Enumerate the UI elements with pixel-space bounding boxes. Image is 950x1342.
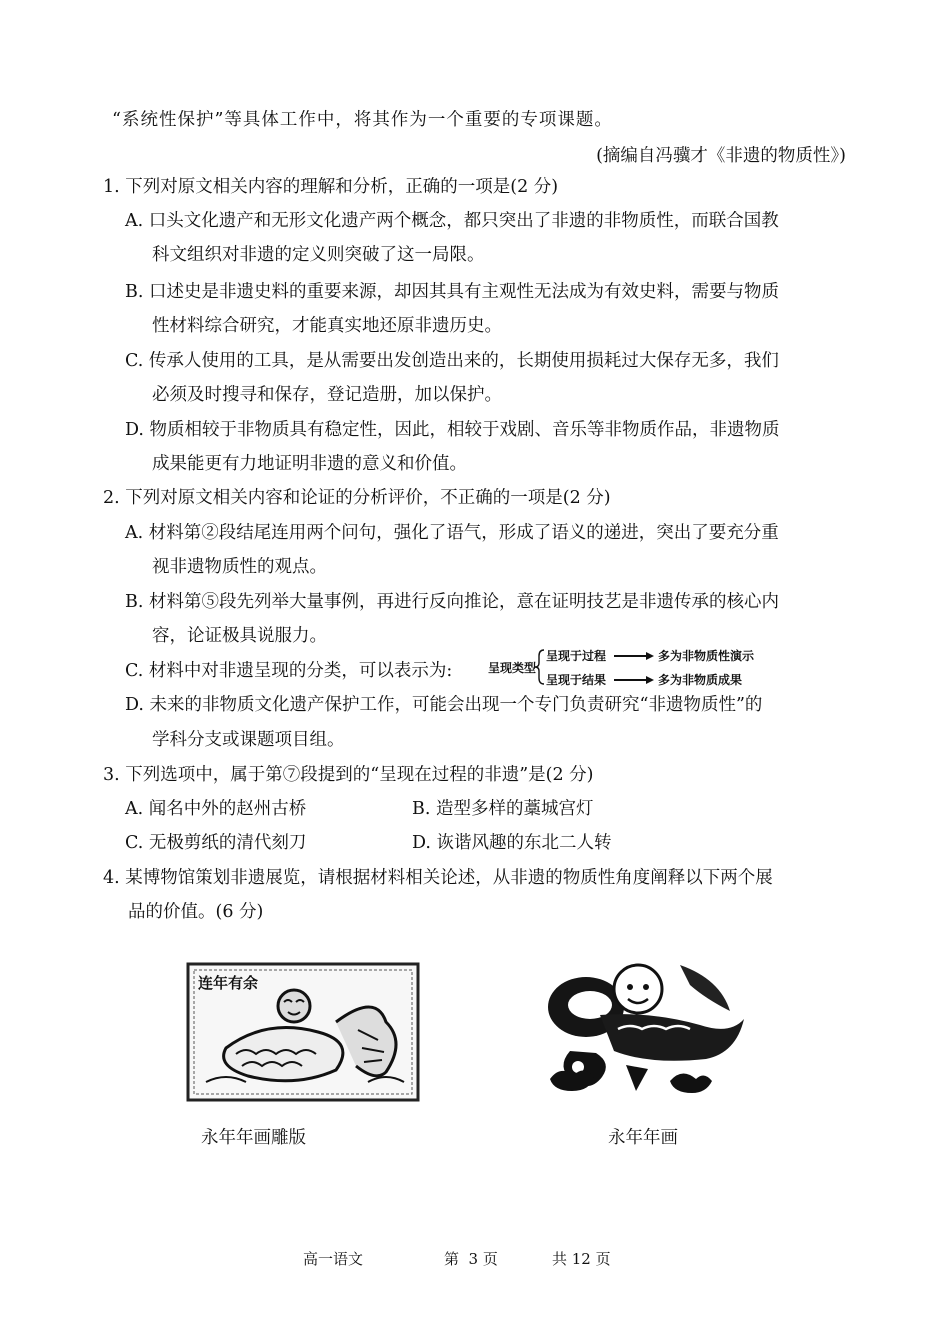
question-1-stem: 1. 下列对原文相关内容的理解和分析，正确的一项是(2 分) xyxy=(103,177,559,197)
image-2-caption: 永年年画 xyxy=(608,1128,678,1148)
q2-option-c: C. 材料中对非遗呈现的分类，可以表示为: xyxy=(125,661,453,681)
intro-line: “系统性保护”等具体工作中，将其作为一个重要的专项课题。 xyxy=(112,110,613,130)
q2-option-b-cont: 容，论证极具说服力。 xyxy=(152,626,327,646)
q2-option-a-cont: 视非遗物质性的观点。 xyxy=(152,557,327,577)
woodblock-print-image xyxy=(186,962,420,1102)
source-citation: (摘编自冯骥才《非遗的物质性》) xyxy=(596,146,846,166)
diagram-branch-2-result: 多为非物质成果 xyxy=(658,673,743,687)
q3-option-b: B. 造型多样的藁城宫灯 xyxy=(412,799,594,819)
q2-option-d-cont: 学科分支或课题项目组。 xyxy=(152,730,345,750)
q1-option-c-cont: 必须及时搜寻和保存，登记造册，加以保护。 xyxy=(152,385,502,405)
q3-option-c: C. 无极剪纸的清代刻刀 xyxy=(125,833,307,853)
footer-subject: 高一语文 xyxy=(303,1250,364,1268)
q3-option-d: D. 诙谐风趣的东北二人转 xyxy=(412,833,612,853)
question-2-stem: 2. 下列对原文相关内容和论证的分析评价，不正确的一项是(2 分) xyxy=(103,488,611,508)
question-4-stem-cont: 品的价值。(6 分) xyxy=(128,902,264,922)
q2-option-b: B. 材料第⑤段先列举大量事例，再进行反向推论，意在证明技艺是非遗传承的核心内 xyxy=(125,592,779,612)
q1-option-b-cont: 性材料综合研究，才能真实地还原非遗历史。 xyxy=(152,316,502,336)
q1-option-c: C. 传承人使用的工具，是从需要出发创造出来的，长期使用损耗过大保存无多，我们 xyxy=(125,351,779,371)
question-3-stem: 3. 下列选项中，属于第⑦段提到的“呈现在过程的非遗”是(2 分) xyxy=(103,765,594,785)
footer-page: 第 3 页 xyxy=(444,1250,498,1268)
q1-option-a: A. 口头文化遗产和无形文化遗产两个概念，都只突出了非遗的非物质性，而联合国教 xyxy=(125,211,779,231)
footer-total: 共 12 页 xyxy=(552,1250,611,1268)
diagram-brace xyxy=(535,650,544,684)
q2-option-a: A. 材料第②段结尾连用两个问句，强化了语气，形成了语义的递进，突出了要充分重 xyxy=(125,523,779,543)
new-year-painting-image xyxy=(530,955,752,1103)
q1-option-d: D. 物质相较于非物质具有稳定性，因此，相较于戏剧、音乐等非物质作品，非遗物质 xyxy=(125,420,780,440)
diagram-branch-2: 呈现于结果 xyxy=(546,673,607,687)
diagram-branch-1-result: 多为非物质性演示 xyxy=(658,649,755,663)
diagram-arrowhead-1 xyxy=(646,652,654,660)
diagram-arrowhead-2 xyxy=(646,676,654,684)
q1-option-d-cont: 成果能更有力地证明非遗的意义和价值。 xyxy=(152,454,467,474)
q1-option-b: B. 口述史是非遗史料的重要来源，却因其具有主观性无法成为有效史料，需要与物质 xyxy=(125,282,779,302)
woodblock-inscription: 连年有余 xyxy=(198,974,259,992)
q1-option-a-cont: 科文组织对非遗的定义则突破了这一局限。 xyxy=(152,245,485,265)
classification-diagram xyxy=(488,644,788,690)
diagram-root-label: 呈现类型 xyxy=(488,661,537,675)
diagram-branch-1: 呈现于过程 xyxy=(546,649,607,663)
q2-option-d: D. 未来的非物质文化遗产保护工作，可能会出现一个专门负责研究“非遗物质性”的 xyxy=(125,695,763,715)
image-1-caption: 永年年画雕版 xyxy=(201,1128,306,1148)
q3-option-a: A. 闻名中外的赵州古桥 xyxy=(125,799,307,819)
question-4-stem: 4. 某博物馆策划非遗展览，请根据材料相关论述，从非遗的物质性角度阐释以下两个展 xyxy=(103,868,773,888)
